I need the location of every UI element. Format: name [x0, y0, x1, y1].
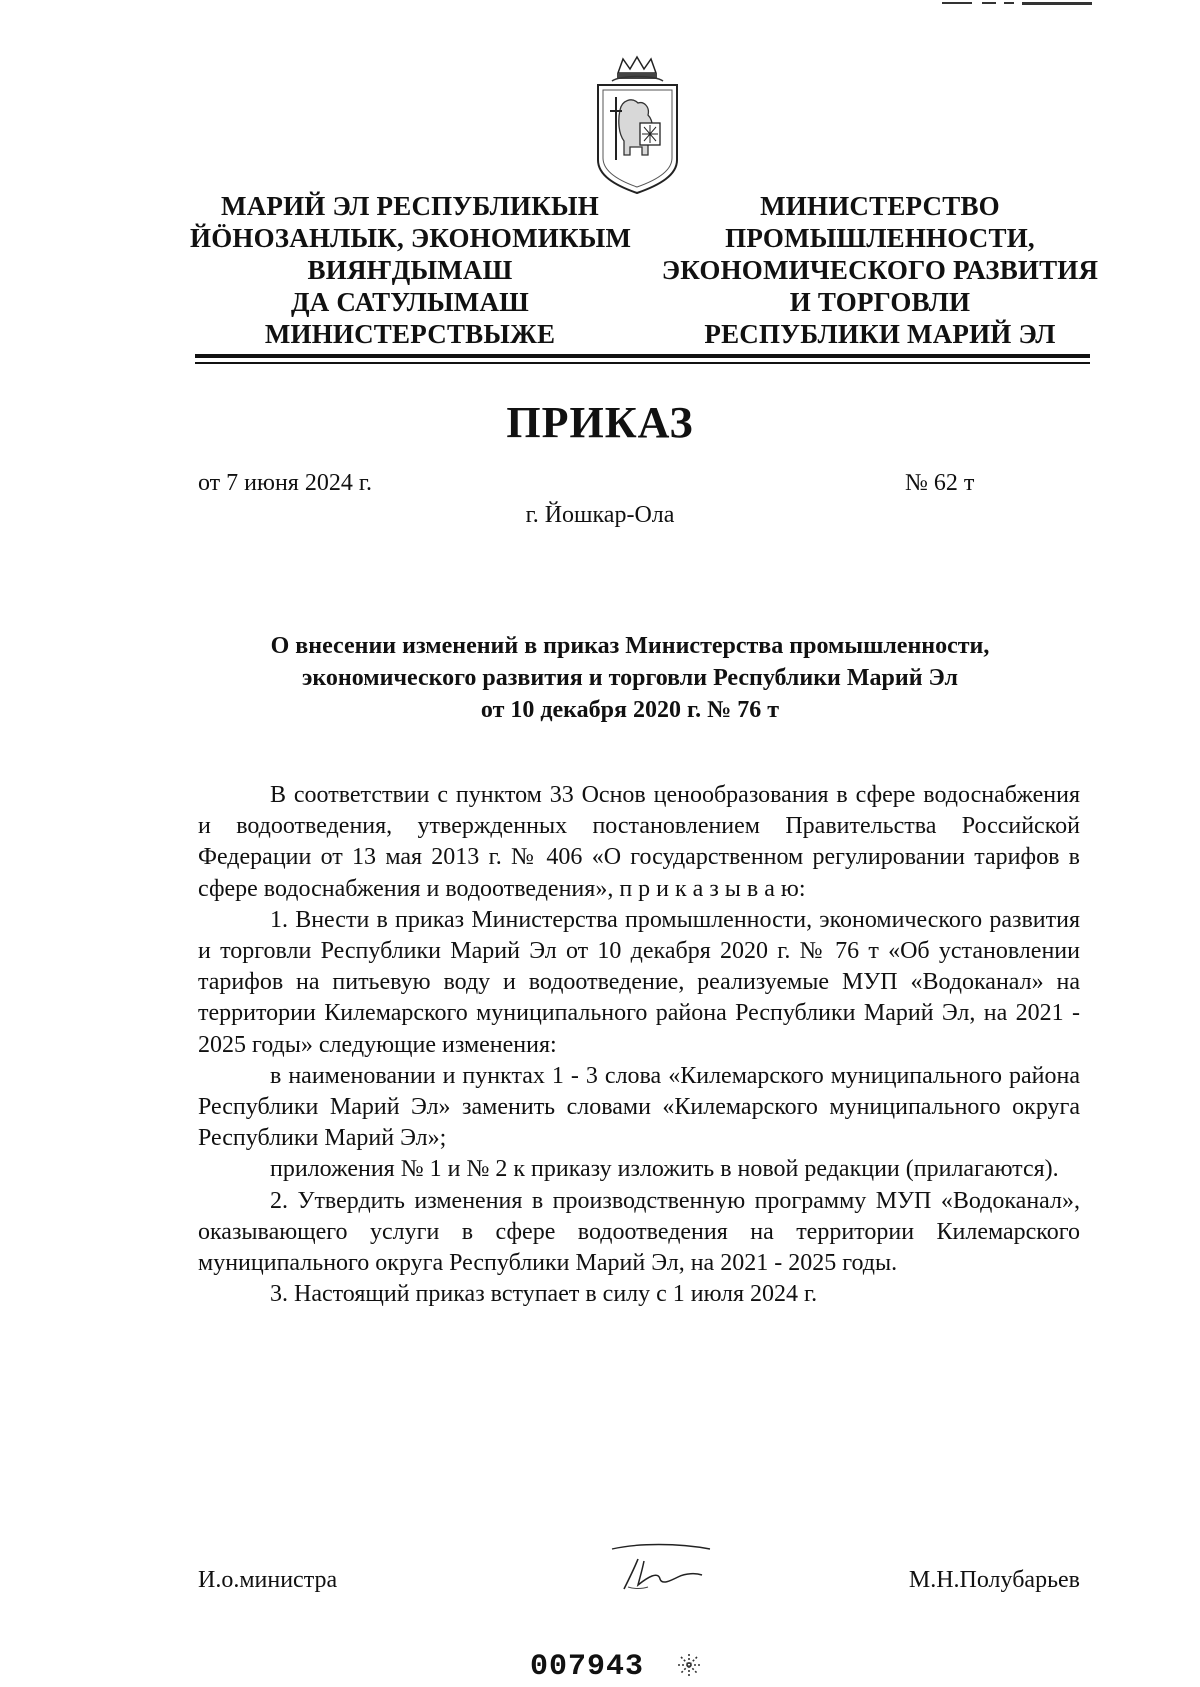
subject-line: О внесении изменений в приказ Министерства промышленности,: [270, 633, 990, 659]
body-paragraph: в наименовании и пунктах 1 - 3 слова «Килемарского муниципального района Республики Марий Эл» заменить словами «Килемарского муниципального округа Республики Марий Эл»;: [198, 1062, 1080, 1152]
subject-line: экономического развития и торговли Республики Марий Эл: [302, 665, 958, 691]
header-right-line: МИНИСТЕРСТВО: [760, 191, 1000, 221]
header-left-line: ЙӦНОЗАНЛЫК, ЭКОНОМИКЫМ: [190, 223, 632, 253]
header-right-block: [660, 190, 1100, 350]
header-right-line: И ТОРГОВЛИ: [789, 287, 971, 317]
document-city: г. Йошкар-Ола: [525, 502, 675, 528]
scan-artifact-line: [942, 2, 1092, 5]
header-right-line: ЭКОНОМИЧЕСКОГО РАЗВИТИЯ: [661, 255, 1099, 285]
handwritten-signature-icon: [608, 1537, 718, 1597]
body-paragraph: 3. Настоящий приказ вступает в силу с 1 июля 2024 г.: [270, 1281, 818, 1308]
signature-row: [198, 1567, 1080, 1607]
body-paragraph: приложения № 1 и № 2 к приказу изложить в новой редакции (прилагаются).: [270, 1156, 1059, 1183]
document-date: от 7 июня 2024 г.: [198, 470, 372, 496]
document-subject: [190, 630, 1070, 726]
header-left-block: [190, 190, 630, 350]
signer-name: М.Н.Полубарьев: [908, 1567, 1080, 1593]
document-title: ПРИКАЗ: [506, 398, 694, 447]
document-body: [198, 780, 1080, 1310]
header-divider-thick: [195, 354, 1090, 358]
header-left-line: МИНИСТЕРСТВЫЖЕ: [264, 319, 556, 349]
signer-position: И.о.министра: [198, 1567, 338, 1593]
document-number: № 62 т: [905, 470, 975, 496]
serial-number: 007943: [530, 1650, 645, 1684]
coat-of-arms-mari-el-icon: [590, 55, 685, 195]
subject-line: от 10 декабря 2020 г. № 76 т: [480, 697, 780, 723]
header-right-line: ПРОМЫШЛЕННОСТИ,: [725, 223, 1035, 253]
header-left-line: ВИЯҤДЫМАШ: [307, 255, 513, 285]
header-left-line: ДА САТУЛЫМАШ: [290, 287, 530, 317]
body-paragraph: 2. Утвердить изменения в производственную программу МУП «Водоканал», оказывающего услуги в сфере водоотведения на территории Килемарского муниципального округа Республики Марий Эл, на 2021 - 2025 годы.: [198, 1187, 1080, 1277]
header-right-line: РЕСПУБЛИКИ МАРИЙ ЭЛ: [704, 319, 1056, 349]
header-divider-thin: [195, 362, 1090, 364]
body-paragraph: В соответствии с пунктом 33 Основ ценообразования в сфере водоснабжения и водоотведения, утвержденных постановлением Правительства Российской Федерации от 13 мая 2013 г. № 406 «О государственном регулировании тарифов в сфере водоснабжения и водоотведения», п р и к а з ы в а ю:: [198, 782, 1080, 902]
header-left-line: МАРИЙ ЭЛ РЕСПУБЛИКЫН: [221, 191, 599, 221]
asterisk-mark-icon: [676, 1652, 702, 1678]
body-paragraph: 1. Внести в приказ Министерства промышленности, экономического развития и торговли Республики Марий Эл от 10 декабря 2020 г. № 76 т «Об установлении тарифов на питьевую воду и водоотведение, реализуемые МУП «Водоканал» на территории Килемарского муниципального района Республики Марий Эл, на 2021 - 2025 годы» следующие изменения:: [198, 906, 1080, 1058]
